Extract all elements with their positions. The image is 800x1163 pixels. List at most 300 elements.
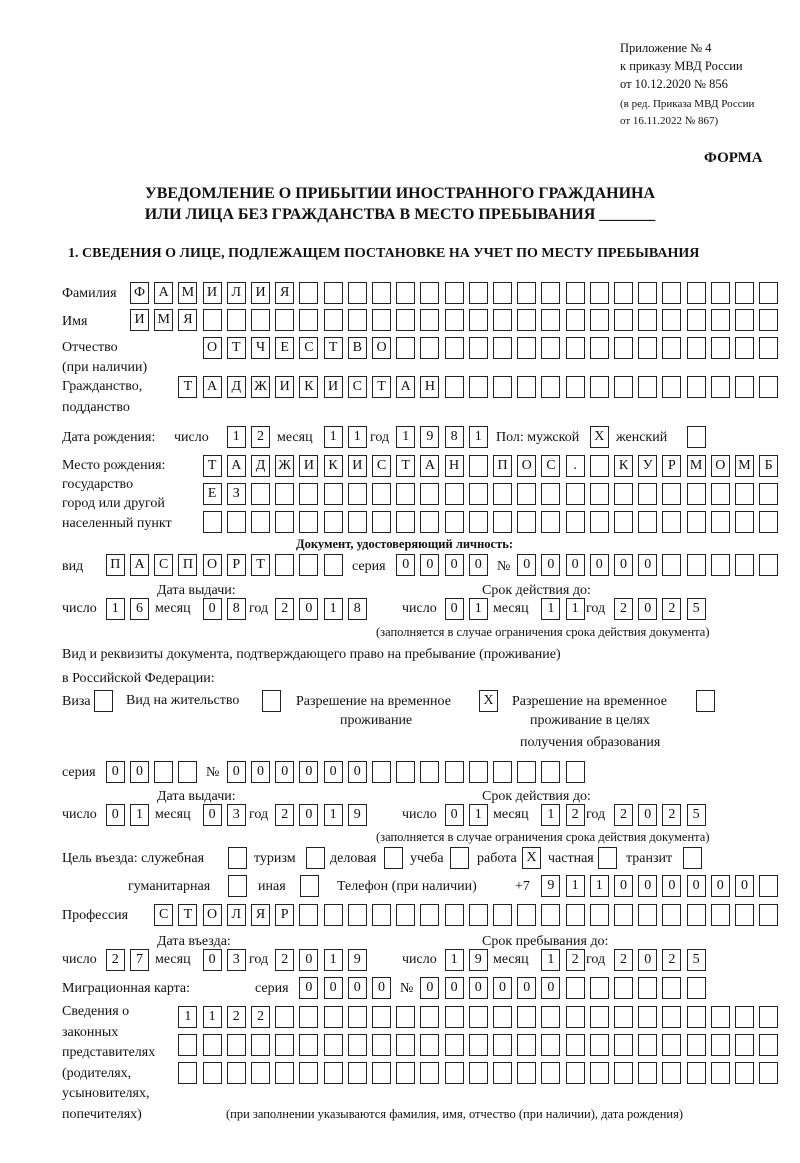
name-cell[interactable]: [711, 309, 730, 331]
surname-cell[interactable]: [541, 282, 560, 304]
p-business-checkbox[interactable]: [384, 847, 403, 869]
birthplace-1-cell[interactable]: Р: [662, 455, 681, 477]
doc-number-cell[interactable]: 0: [566, 554, 585, 576]
birthplace-3-cell[interactable]: [227, 511, 246, 533]
name-cell[interactable]: [324, 309, 343, 331]
birthplace-2-cell[interactable]: [517, 483, 536, 505]
doc-number-cell[interactable]: [662, 554, 681, 576]
surname-cell[interactable]: [517, 282, 536, 304]
surname-cell[interactable]: [420, 282, 439, 304]
citizenship-cell[interactable]: [735, 376, 754, 398]
patronymic-cell[interactable]: Т: [324, 337, 343, 359]
surname-cell[interactable]: [687, 282, 706, 304]
profession-cell[interactable]: [469, 904, 488, 926]
until-month-cell[interactable]: 2: [566, 949, 585, 971]
stay-number-cell[interactable]: 0: [227, 761, 246, 783]
name-cell[interactable]: [445, 309, 464, 331]
stay-number-cell[interactable]: [445, 761, 464, 783]
phone-cell[interactable]: 0: [735, 875, 754, 897]
birthplace-3-cell[interactable]: [275, 511, 294, 533]
rep-2-cell[interactable]: [735, 1034, 754, 1056]
profession-cell[interactable]: [299, 904, 318, 926]
phone-cell[interactable]: 1: [590, 875, 609, 897]
surname-cell[interactable]: [324, 282, 343, 304]
mig-series-cell[interactable]: 0: [348, 977, 367, 999]
doc-series-cell[interactable]: 0: [396, 554, 415, 576]
birthplace-2-cell[interactable]: [566, 483, 585, 505]
doc-number-cell[interactable]: 0: [590, 554, 609, 576]
profession-cell[interactable]: Р: [275, 904, 294, 926]
doc-valid-month-cell[interactable]: 1: [541, 598, 560, 620]
birth-year-cell[interactable]: 1: [469, 426, 488, 448]
profession-cell[interactable]: [517, 904, 536, 926]
birth-year-cell[interactable]: 8: [445, 426, 464, 448]
birth-month-cell[interactable]: 1: [324, 426, 343, 448]
patronymic-cell[interactable]: [711, 337, 730, 359]
sex-male-cell[interactable]: X: [590, 426, 609, 448]
rep-2-cell[interactable]: [759, 1034, 778, 1056]
surname-cell[interactable]: М: [178, 282, 197, 304]
birthplace-1-cell[interactable]: Ж: [275, 455, 294, 477]
birthplace-3-cell[interactable]: [711, 511, 730, 533]
name-cell[interactable]: [662, 309, 681, 331]
stay-issue-day-cell[interactable]: 1: [130, 804, 149, 826]
stay-series-cell[interactable]: 0: [130, 761, 149, 783]
phone-cell[interactable]: 0: [662, 875, 681, 897]
surname-cell[interactable]: [638, 282, 657, 304]
mig-number-cell[interactable]: [566, 977, 585, 999]
birthplace-2-cell[interactable]: [493, 483, 512, 505]
citizenship-cell[interactable]: [517, 376, 536, 398]
rep-2-cell[interactable]: [445, 1034, 464, 1056]
doc-valid-day-cell[interactable]: 0: [445, 598, 464, 620]
surname-cell[interactable]: [445, 282, 464, 304]
rep-1-cell[interactable]: 2: [251, 1006, 270, 1028]
profession-cell[interactable]: О: [203, 904, 222, 926]
rep-1-cell[interactable]: [711, 1006, 730, 1028]
entry-year-cell[interactable]: 9: [348, 949, 367, 971]
phone-cell[interactable]: 0: [638, 875, 657, 897]
stay-number-cell[interactable]: 0: [299, 761, 318, 783]
stay-issue-month-cell[interactable]: 0: [203, 804, 222, 826]
birthplace-3-cell[interactable]: [469, 511, 488, 533]
birthplace-3-cell[interactable]: [614, 511, 633, 533]
name-cell[interactable]: [469, 309, 488, 331]
name-cell[interactable]: [493, 309, 512, 331]
rep-2-cell[interactable]: [614, 1034, 633, 1056]
name-cell[interactable]: [541, 309, 560, 331]
rep-3-cell[interactable]: [203, 1062, 222, 1084]
phone-cell[interactable]: 0: [711, 875, 730, 897]
birthplace-2-cell[interactable]: [735, 483, 754, 505]
stay-valid-month-cell[interactable]: 1: [541, 804, 560, 826]
profession-cell[interactable]: [372, 904, 391, 926]
rep-2-cell[interactable]: [348, 1034, 367, 1056]
stay-series-cell[interactable]: 0: [106, 761, 125, 783]
stay-number-cell[interactable]: [566, 761, 585, 783]
rep-2-cell[interactable]: [687, 1034, 706, 1056]
profession-cell[interactable]: [566, 904, 585, 926]
profession-cell[interactable]: Л: [227, 904, 246, 926]
birthplace-2-cell[interactable]: [420, 483, 439, 505]
citizenship-cell[interactable]: А: [396, 376, 415, 398]
doc-series-cell[interactable]: 0: [420, 554, 439, 576]
until-day-cell[interactable]: 9: [469, 949, 488, 971]
patronymic-cell[interactable]: [445, 337, 464, 359]
doc-issue-year-cell[interactable]: 2: [275, 598, 294, 620]
rep-1-cell[interactable]: [469, 1006, 488, 1028]
surname-cell[interactable]: [590, 282, 609, 304]
until-year-cell[interactable]: 2: [614, 949, 633, 971]
birth-year-cell[interactable]: 9: [420, 426, 439, 448]
phone-cell[interactable]: [759, 875, 778, 897]
citizenship-cell[interactable]: Т: [372, 376, 391, 398]
rep-3-cell[interactable]: [735, 1062, 754, 1084]
birthplace-1-cell[interactable]: [469, 455, 488, 477]
entry-month-cell[interactable]: 0: [203, 949, 222, 971]
stay-number-cell[interactable]: [420, 761, 439, 783]
stay-series-cell[interactable]: [178, 761, 197, 783]
doc-issue-month-cell[interactable]: 8: [227, 598, 246, 620]
rep-1-cell[interactable]: [517, 1006, 536, 1028]
doc-number-cell[interactable]: [735, 554, 754, 576]
phone-cell[interactable]: 0: [687, 875, 706, 897]
rep-1-cell[interactable]: 2: [227, 1006, 246, 1028]
rep-1-cell[interactable]: [638, 1006, 657, 1028]
rep-3-cell[interactable]: [614, 1062, 633, 1084]
doc-issue-month-cell[interactable]: 0: [203, 598, 222, 620]
stay-number-cell[interactable]: 0: [275, 761, 294, 783]
patronymic-cell[interactable]: [638, 337, 657, 359]
birthplace-2-cell[interactable]: [348, 483, 367, 505]
phone-cell[interactable]: 9: [541, 875, 560, 897]
doc-issue-day-cell[interactable]: 6: [130, 598, 149, 620]
citizenship-cell[interactable]: [566, 376, 585, 398]
name-cell[interactable]: [614, 309, 633, 331]
entry-year-cell[interactable]: 2: [275, 949, 294, 971]
surname-cell[interactable]: [469, 282, 488, 304]
patronymic-cell[interactable]: [396, 337, 415, 359]
birthplace-3-cell[interactable]: [420, 511, 439, 533]
rep-2-cell[interactable]: [638, 1034, 657, 1056]
patronymic-cell[interactable]: [541, 337, 560, 359]
birthplace-2-cell[interactable]: [299, 483, 318, 505]
citizenship-cell[interactable]: И: [275, 376, 294, 398]
rep-2-cell[interactable]: [299, 1034, 318, 1056]
doc-issue-year-cell[interactable]: 8: [348, 598, 367, 620]
birthplace-2-cell[interactable]: [372, 483, 391, 505]
citizenship-cell[interactable]: [687, 376, 706, 398]
birthplace-1-cell[interactable]: И: [348, 455, 367, 477]
citizenship-cell[interactable]: [590, 376, 609, 398]
rep-1-cell[interactable]: [735, 1006, 754, 1028]
doc-kind-cell[interactable]: [299, 554, 318, 576]
rep-1-cell[interactable]: [299, 1006, 318, 1028]
rep-3-cell[interactable]: [348, 1062, 367, 1084]
rep-2-cell[interactable]: [275, 1034, 294, 1056]
rep-2-cell[interactable]: [251, 1034, 270, 1056]
stay-issue-year-cell[interactable]: 1: [324, 804, 343, 826]
surname-cell[interactable]: [396, 282, 415, 304]
birthplace-3-cell[interactable]: [590, 511, 609, 533]
doc-valid-year-cell[interactable]: 2: [662, 598, 681, 620]
profession-cell[interactable]: [348, 904, 367, 926]
entry-year-cell[interactable]: 1: [324, 949, 343, 971]
birthplace-3-cell[interactable]: [324, 511, 343, 533]
sex-female-cell[interactable]: [687, 426, 706, 448]
rep-3-cell[interactable]: [420, 1062, 439, 1084]
mig-series-cell[interactable]: 0: [299, 977, 318, 999]
doc-series-cell[interactable]: 0: [445, 554, 464, 576]
doc-number-cell[interactable]: 0: [614, 554, 633, 576]
rep-2-cell[interactable]: [372, 1034, 391, 1056]
rep-1-cell[interactable]: [420, 1006, 439, 1028]
citizenship-cell[interactable]: Д: [227, 376, 246, 398]
birthplace-3-cell[interactable]: [396, 511, 415, 533]
name-cell[interactable]: [396, 309, 415, 331]
citizenship-cell[interactable]: Ж: [251, 376, 270, 398]
p-service-checkbox[interactable]: [228, 847, 247, 869]
rep-2-cell[interactable]: [662, 1034, 681, 1056]
profession-cell[interactable]: [687, 904, 706, 926]
profession-cell[interactable]: [662, 904, 681, 926]
citizenship-cell[interactable]: А: [203, 376, 222, 398]
stay-issue-month-cell[interactable]: 3: [227, 804, 246, 826]
surname-cell[interactable]: [299, 282, 318, 304]
rep-3-cell[interactable]: [541, 1062, 560, 1084]
birthplace-2-cell[interactable]: [687, 483, 706, 505]
name-cell[interactable]: [566, 309, 585, 331]
entry-year-cell[interactable]: 0: [299, 949, 318, 971]
birthplace-2-cell[interactable]: [759, 483, 778, 505]
rep-2-cell[interactable]: [178, 1034, 197, 1056]
name-cell[interactable]: [251, 309, 270, 331]
birthplace-2-cell[interactable]: [445, 483, 464, 505]
stay-number-cell[interactable]: [396, 761, 415, 783]
stay-issue-day-cell[interactable]: 0: [106, 804, 125, 826]
birthplace-3-cell[interactable]: [251, 511, 270, 533]
mig-number-cell[interactable]: 0: [445, 977, 464, 999]
rep-2-cell[interactable]: [396, 1034, 415, 1056]
mig-number-cell[interactable]: [614, 977, 633, 999]
surname-cell[interactable]: И: [251, 282, 270, 304]
birthplace-2-cell[interactable]: [396, 483, 415, 505]
citizenship-cell[interactable]: [493, 376, 512, 398]
rep-3-cell[interactable]: [590, 1062, 609, 1084]
rep-3-cell[interactable]: [493, 1062, 512, 1084]
mig-series-cell[interactable]: 0: [324, 977, 343, 999]
rep-1-cell[interactable]: 1: [203, 1006, 222, 1028]
birthplace-3-cell[interactable]: [299, 511, 318, 533]
birthplace-3-cell[interactable]: [372, 511, 391, 533]
birthplace-3-cell[interactable]: [493, 511, 512, 533]
rep-1-cell[interactable]: [396, 1006, 415, 1028]
mig-number-cell[interactable]: [662, 977, 681, 999]
rep-2-cell[interactable]: [541, 1034, 560, 1056]
p-tourism-checkbox[interactable]: [306, 847, 325, 869]
name-cell[interactable]: [735, 309, 754, 331]
birthplace-1-cell[interactable]: О: [711, 455, 730, 477]
name-cell[interactable]: [638, 309, 657, 331]
citizenship-cell[interactable]: [759, 376, 778, 398]
name-cell[interactable]: [275, 309, 294, 331]
birthplace-3-cell[interactable]: [687, 511, 706, 533]
birthplace-1-cell[interactable]: А: [420, 455, 439, 477]
p-transit-checkbox[interactable]: [683, 847, 702, 869]
until-month-cell[interactable]: 1: [541, 949, 560, 971]
rep-3-cell[interactable]: [299, 1062, 318, 1084]
rep-3-cell[interactable]: [662, 1062, 681, 1084]
doc-number-cell[interactable]: [759, 554, 778, 576]
mig-number-cell[interactable]: [687, 977, 706, 999]
birthplace-2-cell[interactable]: [275, 483, 294, 505]
p-study-checkbox[interactable]: [450, 847, 469, 869]
patronymic-cell[interactable]: [566, 337, 585, 359]
temp-res-checkbox[interactable]: X: [479, 690, 498, 712]
birth-year-cell[interactable]: 1: [396, 426, 415, 448]
birthplace-1-cell[interactable]: .: [566, 455, 585, 477]
name-cell[interactable]: [517, 309, 536, 331]
mig-number-cell[interactable]: 0: [541, 977, 560, 999]
birthplace-1-cell[interactable]: [590, 455, 609, 477]
stay-issue-year-cell[interactable]: 2: [275, 804, 294, 826]
mig-number-cell[interactable]: 0: [420, 977, 439, 999]
stay-valid-day-cell[interactable]: 0: [445, 804, 464, 826]
rep-3-cell[interactable]: [324, 1062, 343, 1084]
birthplace-3-cell[interactable]: [662, 511, 681, 533]
birthplace-3-cell[interactable]: [541, 511, 560, 533]
doc-valid-month-cell[interactable]: 1: [566, 598, 585, 620]
phone-cell[interactable]: 0: [614, 875, 633, 897]
patronymic-cell[interactable]: Т: [227, 337, 246, 359]
doc-kind-cell[interactable]: П: [178, 554, 197, 576]
profession-cell[interactable]: [638, 904, 657, 926]
mig-number-cell[interactable]: 0: [517, 977, 536, 999]
stay-number-cell[interactable]: 0: [251, 761, 270, 783]
citizenship-cell[interactable]: [445, 376, 464, 398]
rep-1-cell[interactable]: [759, 1006, 778, 1028]
name-cell[interactable]: М: [154, 309, 173, 331]
doc-number-cell[interactable]: 0: [541, 554, 560, 576]
rep-1-cell[interactable]: [614, 1006, 633, 1028]
citizenship-cell[interactable]: [469, 376, 488, 398]
rep-3-cell[interactable]: [178, 1062, 197, 1084]
birthplace-1-cell[interactable]: Д: [251, 455, 270, 477]
rep-3-cell[interactable]: [396, 1062, 415, 1084]
surname-cell[interactable]: Ф: [130, 282, 149, 304]
stay-issue-year-cell[interactable]: 9: [348, 804, 367, 826]
rep-2-cell[interactable]: [493, 1034, 512, 1056]
patronymic-cell[interactable]: [662, 337, 681, 359]
rep-1-cell[interactable]: [566, 1006, 585, 1028]
birthplace-1-cell[interactable]: С: [372, 455, 391, 477]
rep-2-cell[interactable]: [590, 1034, 609, 1056]
doc-kind-cell[interactable]: [324, 554, 343, 576]
rep-2-cell[interactable]: [469, 1034, 488, 1056]
citizenship-cell[interactable]: С: [348, 376, 367, 398]
citizenship-cell[interactable]: [541, 376, 560, 398]
patronymic-cell[interactable]: [420, 337, 439, 359]
citizenship-cell[interactable]: [711, 376, 730, 398]
birthplace-3-cell[interactable]: [566, 511, 585, 533]
doc-number-cell[interactable]: [711, 554, 730, 576]
surname-cell[interactable]: [372, 282, 391, 304]
birthplace-3-cell[interactable]: [203, 511, 222, 533]
rep-1-cell[interactable]: [493, 1006, 512, 1028]
doc-issue-day-cell[interactable]: 1: [106, 598, 125, 620]
rep-1-cell[interactable]: [590, 1006, 609, 1028]
stay-valid-year-cell[interactable]: 5: [687, 804, 706, 826]
rep-3-cell[interactable]: [759, 1062, 778, 1084]
birthplace-2-cell[interactable]: [590, 483, 609, 505]
surname-cell[interactable]: [566, 282, 585, 304]
rep-2-cell[interactable]: [420, 1034, 439, 1056]
rep-3-cell[interactable]: [687, 1062, 706, 1084]
birth-day-cell[interactable]: 2: [251, 426, 270, 448]
birthplace-1-cell[interactable]: Т: [396, 455, 415, 477]
rep-2-cell[interactable]: [324, 1034, 343, 1056]
birthplace-1-cell[interactable]: Т: [203, 455, 222, 477]
stay-number-cell[interactable]: 0: [324, 761, 343, 783]
rep-1-cell[interactable]: [541, 1006, 560, 1028]
citizenship-cell[interactable]: И: [324, 376, 343, 398]
birthplace-2-cell[interactable]: [662, 483, 681, 505]
stay-number-cell[interactable]: [541, 761, 560, 783]
doc-valid-day-cell[interactable]: 1: [469, 598, 488, 620]
name-cell[interactable]: [759, 309, 778, 331]
patronymic-cell[interactable]: [759, 337, 778, 359]
rep-3-cell[interactable]: [469, 1062, 488, 1084]
rep-2-cell[interactable]: [517, 1034, 536, 1056]
profession-cell[interactable]: [735, 904, 754, 926]
stay-number-cell[interactable]: [493, 761, 512, 783]
surname-cell[interactable]: И: [203, 282, 222, 304]
until-day-cell[interactable]: 1: [445, 949, 464, 971]
profession-cell[interactable]: [759, 904, 778, 926]
rep-3-cell[interactable]: [445, 1062, 464, 1084]
doc-kind-cell[interactable]: [275, 554, 294, 576]
birthplace-1-cell[interactable]: А: [227, 455, 246, 477]
birth-day-cell[interactable]: 1: [227, 426, 246, 448]
birthplace-1-cell[interactable]: С: [541, 455, 560, 477]
profession-cell[interactable]: [493, 904, 512, 926]
surname-cell[interactable]: [662, 282, 681, 304]
surname-cell[interactable]: [493, 282, 512, 304]
surname-cell[interactable]: [759, 282, 778, 304]
birthplace-3-cell[interactable]: [445, 511, 464, 533]
patronymic-cell[interactable]: [493, 337, 512, 359]
rep-3-cell[interactable]: [251, 1062, 270, 1084]
profession-cell[interactable]: [614, 904, 633, 926]
surname-cell[interactable]: Я: [275, 282, 294, 304]
birthplace-2-cell[interactable]: Е: [203, 483, 222, 505]
birthplace-1-cell[interactable]: М: [687, 455, 706, 477]
profession-cell[interactable]: [541, 904, 560, 926]
stay-valid-year-cell[interactable]: 2: [662, 804, 681, 826]
doc-kind-cell[interactable]: С: [154, 554, 173, 576]
profession-cell[interactable]: [420, 904, 439, 926]
doc-kind-cell[interactable]: Т: [251, 554, 270, 576]
stay-valid-year-cell[interactable]: 0: [638, 804, 657, 826]
birthplace-2-cell[interactable]: [541, 483, 560, 505]
rep-1-cell[interactable]: [348, 1006, 367, 1028]
phone-cell[interactable]: 1: [566, 875, 585, 897]
name-cell[interactable]: [420, 309, 439, 331]
rep-3-cell[interactable]: [517, 1062, 536, 1084]
surname-cell[interactable]: Л: [227, 282, 246, 304]
birthplace-1-cell[interactable]: Б: [759, 455, 778, 477]
visa-checkbox[interactable]: [94, 690, 113, 712]
